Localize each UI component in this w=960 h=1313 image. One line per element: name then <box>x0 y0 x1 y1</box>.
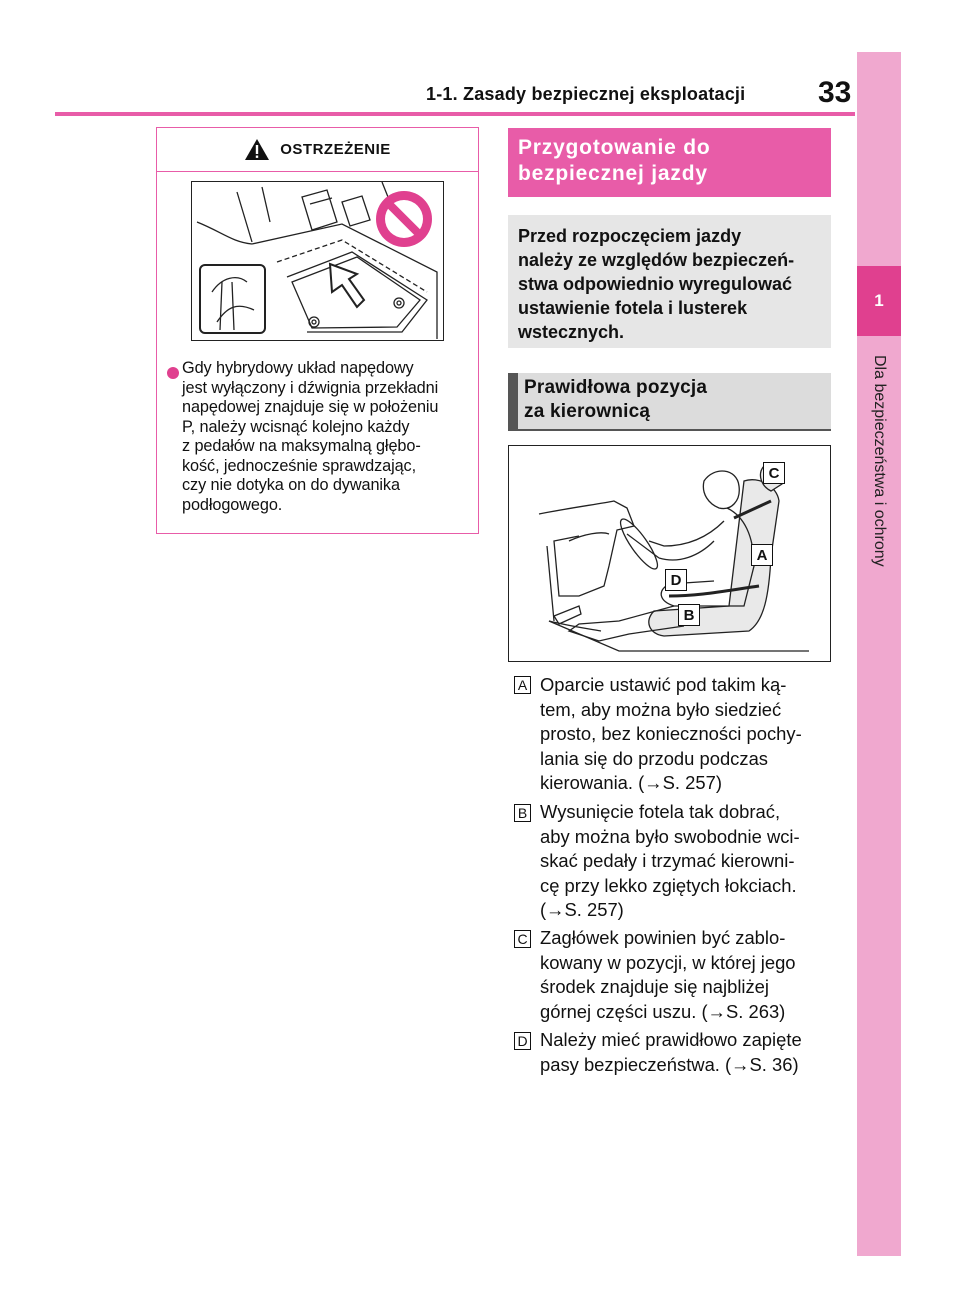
warning-line: z pedałów na maksymalną głębo- <box>182 437 421 455</box>
chapter-title: Dla bezpieczeństwa i ochrony <box>871 355 888 567</box>
warning-line: podłogowego. <box>182 495 283 514</box>
item-line: lania się do przodu podczas <box>540 747 768 769</box>
side-tab-top <box>857 52 901 266</box>
item-letter-d: D <box>514 1032 531 1050</box>
warning-line: P, należy wcisnąć kolejno każdy <box>182 417 410 436</box>
figure-label-c: C <box>763 462 785 484</box>
figure-label-a: A <box>751 544 773 566</box>
item-line: cę przy lekko zgiętych łokciach. <box>540 874 797 896</box>
item-text-a <box>540 673 835 796</box>
section-heading-line: Przygotowanie do <box>518 136 711 159</box>
subheading-underline <box>508 429 831 431</box>
item-line: środek znajduje się najbliżej <box>540 976 769 998</box>
section-heading-line: bezpiecznej jazdy <box>518 162 708 185</box>
warning-line: czy nie dotyka on do dywanika <box>182 476 400 494</box>
subheading-driving-position <box>524 376 707 424</box>
pedal-floor-mat-figure <box>191 181 444 341</box>
item-line: tem, aby można było siedzieć <box>540 698 782 720</box>
subheading-bar <box>508 373 518 430</box>
warning-triangle-icon <box>244 138 270 161</box>
warning-text <box>182 359 474 515</box>
warning-line: Gdy hybrydowy układ napędowy <box>182 359 414 377</box>
item-line: Oparcie ustawić pod takim ką- <box>540 674 787 695</box>
item-line: skać pedały i trzymać kierowni- <box>540 850 795 872</box>
item-text-c <box>540 926 835 1024</box>
item-line: Należy mieć prawidłowo zapięte <box>540 1029 802 1050</box>
warning-title: OSTRZEŻENIE <box>280 141 391 158</box>
item-letter-c: C <box>514 930 531 948</box>
section-title: 1-1. Zasady bezpiecznej eksploatacji <box>426 84 746 104</box>
item-letter-b: B <box>514 804 531 822</box>
item-line: aby można było swobodnie wci- <box>540 825 800 847</box>
figure-label-b: B <box>678 604 700 626</box>
item-line: Wysunięcie fotela tak dobrać, <box>540 801 781 822</box>
section-heading-preparation <box>508 128 831 197</box>
intro-box <box>508 215 831 348</box>
bullet-dot <box>167 367 179 379</box>
item-letter-a: A <box>514 676 531 694</box>
intro-line: stwa odpowiednio wyregulować <box>518 274 793 294</box>
subheading-line: za kierownicą <box>524 401 651 422</box>
item-line: kowany w pozycji, w której jego <box>540 951 796 973</box>
driving-position-figure <box>508 445 831 662</box>
figure-label-d: D <box>665 569 687 591</box>
item-line: pasy bezpieczeństwa. (→S. 36) <box>540 1053 799 1075</box>
intro-line: wstecznych. <box>518 322 625 342</box>
subheading-line: Prawidłowa pozycja <box>524 377 708 398</box>
warning-line: jest wyłączony i dźwignia przekładni <box>182 378 439 397</box>
intro-line: należy ze względów bezpieczeń- <box>518 250 795 270</box>
item-text-b <box>540 800 835 923</box>
chapter-title-vertical <box>857 355 901 615</box>
item-line: Zagłówek powinien być zablo- <box>540 927 786 948</box>
warning-line: napędowej znajduje się w położeniu <box>182 398 439 416</box>
header-rule <box>55 112 855 116</box>
item-line: kierowania. (→S. 257) <box>540 772 722 794</box>
warning-header <box>157 128 478 172</box>
warning-line: kość, jednocześnie sprawdzając, <box>182 456 417 475</box>
chapter-number-tab[interactable]: 1 <box>857 266 901 336</box>
item-text-d <box>540 1028 835 1077</box>
page-number: 33 <box>818 76 852 109</box>
intro-line: ustawienie fotela i lusterek <box>518 298 748 318</box>
item-line: górnej części uszu. (→S. 263) <box>540 1000 786 1022</box>
item-line: prosto, bez konieczności pochy- <box>540 723 802 745</box>
intro-line: Przed rozpoczęciem jazdy <box>518 226 742 246</box>
item-line: (→S. 257) <box>540 899 624 921</box>
prohibited-icon <box>376 191 432 247</box>
